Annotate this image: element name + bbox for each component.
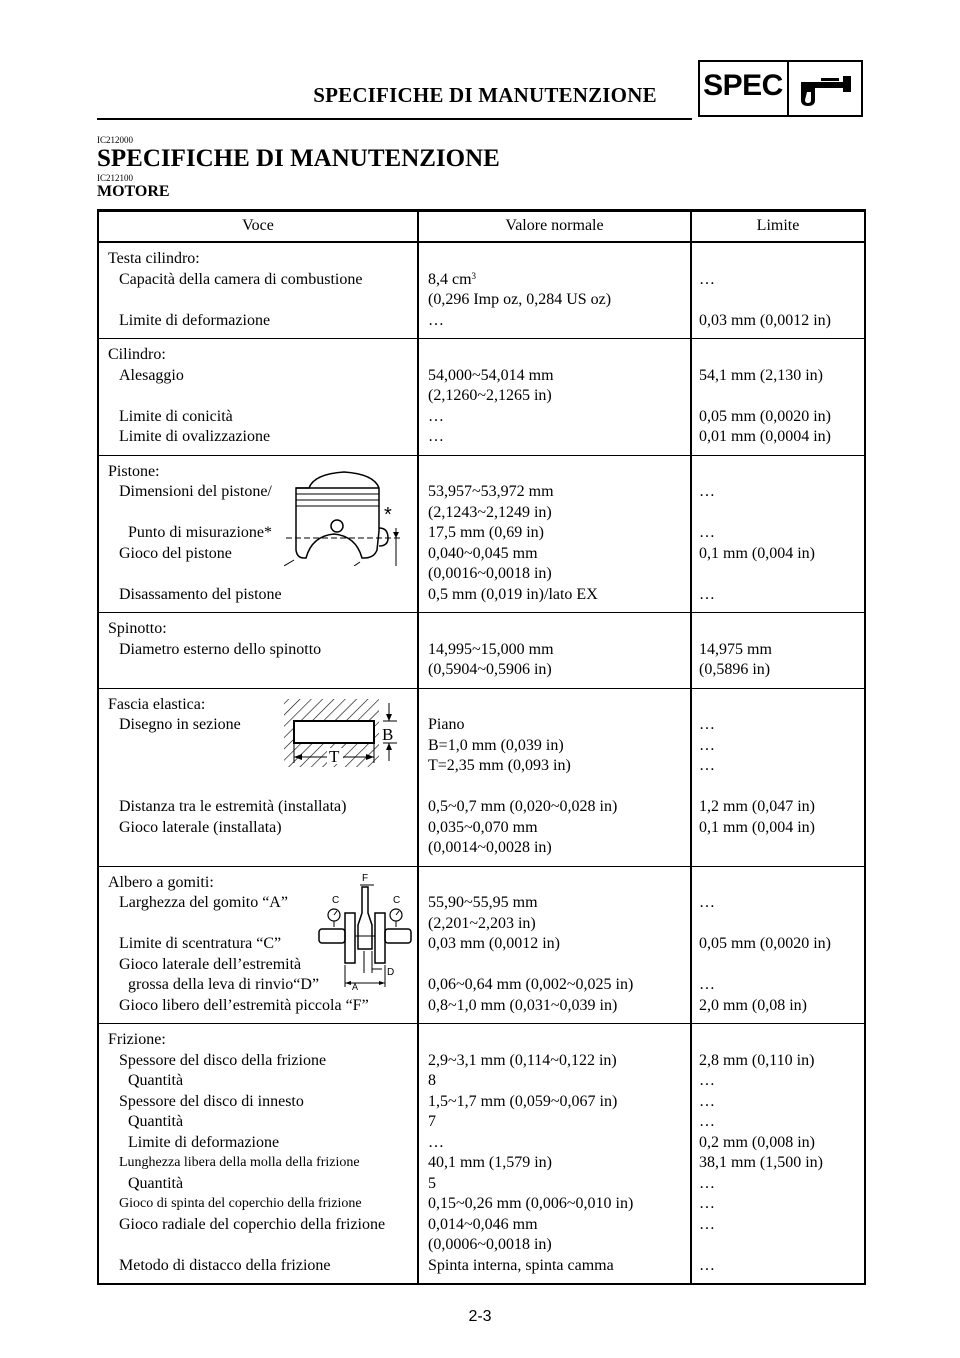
spec-item-cell — [98, 613, 418, 689]
spec-text: Larghezza del gomito “A” — [119, 894, 288, 911]
spec-text: (2,1260~2,1265 in) — [428, 387, 552, 404]
spec-text: … — [699, 1215, 715, 1233]
spec-text: Gioco di spinta del coperchio della frizione — [119, 1196, 362, 1211]
spec-line — [428, 715, 690, 736]
spec-text: 0,03 mm (0,0012 in) — [428, 935, 560, 952]
spec-line — [699, 427, 864, 448]
spec-text: 5 — [428, 1174, 436, 1192]
spec-text: … — [699, 585, 715, 603]
spec-line — [699, 619, 864, 640]
spec-line — [428, 619, 690, 640]
spec-line — [108, 777, 417, 798]
spec-line — [428, 407, 690, 428]
spec-text: … — [699, 1092, 715, 1110]
spec-line — [699, 482, 864, 503]
column-header-limit: Limite — [691, 211, 865, 243]
spec-text: Alesaggio — [119, 366, 184, 384]
spec-text: Frizione: — [108, 1031, 166, 1048]
spec-line — [699, 345, 864, 366]
spec-value-cell — [418, 242, 691, 339]
spec-line — [428, 585, 690, 606]
spec-line — [108, 345, 417, 366]
spec-line — [699, 270, 864, 291]
piston-ring-section-diagram — [279, 697, 409, 777]
spec-line — [108, 1071, 417, 1092]
spec-text: (2,201~2,203 in) — [428, 914, 536, 932]
spec-badge-divider — [787, 62, 789, 115]
table-row — [98, 1024, 865, 1285]
spec-text: … — [699, 894, 715, 911]
spec-text: Gioco laterale (installata) — [119, 818, 282, 836]
spec-text: … — [699, 976, 715, 993]
spec-line — [699, 1153, 864, 1174]
spec-line — [699, 462, 864, 483]
spec-line — [699, 386, 864, 407]
table-header-row — [98, 211, 865, 243]
spec-line — [108, 1112, 417, 1133]
spec-line — [108, 1174, 417, 1195]
header-rule — [97, 118, 692, 120]
table-row — [98, 339, 865, 456]
spec-line — [428, 1256, 690, 1277]
spec-line — [428, 1215, 690, 1236]
spec-line — [428, 544, 690, 565]
spec-line — [699, 914, 864, 935]
spec-line — [699, 544, 864, 565]
spec-line — [108, 619, 417, 640]
spec-text: 7 — [428, 1113, 436, 1130]
spec-text: (0,0014~0,0028 in) — [428, 839, 552, 856]
spec-text: 0,5 mm (0,019 in)/lato EX — [428, 585, 598, 603]
spec-text: 0,8~1,0 mm (0,031~0,039 in) — [428, 996, 618, 1014]
spec-line — [428, 311, 690, 332]
spec-text: Spinotto: — [108, 620, 167, 637]
spec-line — [108, 1153, 417, 1174]
spec-text: Spessore del disco della frizione — [119, 1051, 327, 1069]
spec-text: … — [699, 483, 715, 500]
spec-item-cell — [98, 688, 418, 866]
spec-value-cell — [418, 1024, 691, 1285]
spec-line — [428, 818, 690, 839]
spec-line — [428, 797, 690, 818]
spec-line — [108, 1235, 417, 1256]
spec-text: 0,035~0,070 mm — [428, 818, 538, 836]
svg-text:A: A — [352, 981, 359, 991]
spec-text: … — [428, 311, 444, 329]
spec-text: (2,1243~2,1249 in) — [428, 503, 552, 521]
spec-line — [428, 1030, 690, 1051]
spec-text: grossa della leva di rinvio“D” — [128, 976, 320, 993]
spec-line — [108, 1051, 417, 1072]
spec-line — [428, 345, 690, 366]
engine-spec-table — [97, 209, 866, 1285]
spec-text: (0,0006~0,0018 in) — [428, 1236, 552, 1253]
spec-line — [699, 934, 864, 955]
spec-text: Cilindro: — [108, 346, 166, 363]
spec-text: 0,014~0,046 mm — [428, 1215, 538, 1233]
spec-line — [428, 1153, 690, 1174]
spec-text: 0,03 mm (0,0012 in) — [699, 311, 831, 329]
spec-line — [428, 996, 690, 1017]
spec-text: 2,0 mm (0,08 in) — [699, 996, 807, 1014]
column-header-value: Valore normale — [418, 211, 691, 243]
spec-line — [699, 975, 864, 996]
spec-text: Testa cilindro: — [108, 250, 200, 267]
spec-text: Distanza tra le estremità (installata) — [119, 798, 347, 815]
spec-text: Disassamento del pistone — [119, 585, 282, 603]
table-row — [98, 866, 865, 1024]
spec-line — [699, 1174, 864, 1195]
spec-text: 14,975 mm — [699, 640, 772, 658]
svg-text:C: C — [393, 894, 401, 906]
spec-line — [699, 640, 864, 661]
spec-line — [428, 660, 690, 681]
spec-text: 0,1 mm (0,004 in) — [699, 544, 815, 562]
spec-line — [428, 934, 690, 955]
spec-text: 17,5 mm (0,69 in) — [428, 524, 544, 541]
spec-text: … — [699, 716, 715, 733]
spec-text: B=1,0 mm (0,039 in) — [428, 736, 564, 754]
spec-item-cell — [98, 1024, 418, 1285]
spec-line — [699, 715, 864, 736]
spec-line — [428, 873, 690, 894]
spec-line — [108, 1133, 417, 1154]
spec-limit-cell — [691, 455, 865, 613]
spec-text: Limite di scentratura “C” — [119, 935, 282, 952]
spec-line — [108, 407, 417, 428]
spec-line — [108, 1194, 417, 1215]
caliper-icon — [795, 70, 855, 110]
spec-text: Diametro esterno dello spinotto — [119, 640, 322, 658]
spec-line — [428, 1071, 690, 1092]
spec-line — [108, 311, 417, 332]
spec-line — [699, 1235, 864, 1256]
spec-text: Dimensioni del pistone/ — [119, 483, 272, 500]
spec-text: (0,5896 in) — [699, 661, 771, 678]
spec-line — [699, 1071, 864, 1092]
spec-value-cell — [418, 339, 691, 456]
spec-line — [699, 818, 864, 839]
spec-line — [428, 462, 690, 483]
spec-line — [428, 1133, 690, 1154]
spec-text: 1,2 mm (0,047 in) — [699, 798, 815, 815]
spec-line — [699, 1194, 864, 1215]
spec-text: 14,995~15,000 mm — [428, 640, 554, 658]
spec-line — [428, 1194, 690, 1215]
page-header-title: SPECIFICHE DI MANUTENZIONE — [313, 83, 657, 107]
spec-line — [699, 1256, 864, 1277]
spec-line — [108, 386, 417, 407]
spec-text: (0,0016~0,0018 in) — [428, 565, 552, 582]
spec-text: 0,1 mm (0,004 in) — [699, 818, 815, 836]
spec-text: … — [699, 524, 715, 541]
spec-text: Lunghezza libera della molla della frizione — [119, 1155, 360, 1170]
spec-limit-cell — [691, 339, 865, 456]
spec-line — [699, 838, 864, 859]
spec-line — [699, 249, 864, 270]
spec-text: 0,01 mm (0,0004 in) — [699, 428, 831, 445]
spec-line — [108, 838, 417, 859]
spec-line — [108, 564, 417, 585]
spec-line — [428, 914, 690, 935]
spec-line — [428, 427, 690, 448]
spec-line — [428, 955, 690, 976]
spec-limit-cell — [691, 242, 865, 339]
spec-text: 0,05 mm (0,0020 in) — [699, 407, 831, 425]
spec-line — [699, 1215, 864, 1236]
spec-text: T=2,35 mm (0,093 in) — [428, 757, 571, 774]
spec-text: … — [699, 1072, 715, 1089]
spec-line — [428, 270, 690, 291]
table-row — [98, 688, 865, 866]
spec-text: … — [699, 736, 715, 754]
spec-line — [699, 777, 864, 798]
spec-text: 0,15~0,26 mm (0,006~0,010 in) — [428, 1195, 634, 1212]
spec-line — [428, 482, 690, 503]
spec-line — [428, 1174, 690, 1195]
spec-text: 2,8 mm (0,110 in) — [699, 1051, 815, 1069]
spec-line — [108, 1092, 417, 1113]
spec-line — [428, 249, 690, 270]
spec-text: Limite di deformazione — [119, 311, 271, 329]
spec-line — [428, 777, 690, 798]
spec-line — [699, 366, 864, 387]
spec-value-cell — [418, 688, 691, 866]
crankshaft-diagram — [314, 869, 414, 991]
spec-value-cell — [418, 866, 691, 1024]
spec-text: Spinta interna, spinta camma — [428, 1256, 614, 1274]
spec-line — [428, 695, 690, 716]
spec-text: … — [699, 1195, 715, 1212]
subsection-title: MOTORE — [97, 183, 170, 200]
spec-text: Spessore del disco di innesto — [119, 1092, 304, 1110]
spec-text: Limite di ovalizzazione — [119, 428, 271, 445]
spec-line — [699, 523, 864, 544]
spec-line — [108, 249, 417, 270]
spec-value-cell — [418, 455, 691, 613]
spec-line — [428, 523, 690, 544]
spec-limit-cell — [691, 613, 865, 689]
spec-line — [428, 1235, 690, 1256]
spec-line — [699, 1051, 864, 1072]
spec-line — [428, 1092, 690, 1113]
section-code: IC212000 — [97, 135, 133, 145]
spec-text: 0,040~0,045 mm — [428, 544, 538, 562]
spec-text: Gioco radiale del coperchio della frizione — [119, 1215, 386, 1233]
spec-text: 0,06~0,64 mm (0,002~0,025 in) — [428, 976, 634, 993]
spec-text: … — [699, 270, 715, 288]
spec-line — [108, 996, 417, 1017]
svg-text:*: * — [384, 503, 392, 526]
spec-text: (0,296 Imp oz, 0,284 US oz) — [428, 291, 612, 308]
spec-text: 53,957~53,972 mm — [428, 483, 554, 500]
spec-line — [428, 366, 690, 387]
spec-line — [428, 1051, 690, 1072]
table-row — [98, 455, 865, 613]
spec-item-cell — [98, 455, 418, 613]
spec-line — [699, 1133, 864, 1154]
spec-line — [428, 756, 690, 777]
spec-text: (0,5904~0,5906 in) — [428, 661, 552, 678]
spec-line — [108, 290, 417, 311]
subsection-code: IC212100 — [97, 173, 133, 183]
spec-text: 0,05 mm (0,0020 in) — [699, 935, 831, 952]
spec-text: … — [428, 1133, 444, 1151]
spec-line — [428, 838, 690, 859]
spec-text: Limite di conicità — [119, 407, 233, 425]
spec-line — [699, 1030, 864, 1051]
svg-text:C: C — [332, 894, 340, 906]
spec-line — [108, 1030, 417, 1051]
spec-line — [699, 797, 864, 818]
spec-line — [699, 873, 864, 894]
spec-line — [699, 955, 864, 976]
spec-line — [428, 640, 690, 661]
spec-text: Pistone: — [108, 462, 160, 480]
spec-line — [699, 736, 864, 757]
svg-text:F: F — [362, 872, 369, 884]
spec-text: Gioco libero dell’estremità piccola “F” — [119, 996, 369, 1014]
spec-limit-cell — [691, 866, 865, 1024]
spec-limit-cell — [691, 688, 865, 866]
spec-line — [428, 290, 690, 311]
spec-line — [699, 893, 864, 914]
spec-text: 55,90~55,95 mm — [428, 894, 538, 911]
spec-text: Quantità — [128, 1072, 184, 1089]
spec-line — [699, 660, 864, 681]
spec-line — [428, 386, 690, 407]
spec-text: 54,000~54,014 mm — [428, 366, 554, 384]
spec-text: Disegno in sezione — [119, 716, 241, 733]
spec-text: 0,2 mm (0,008 in) — [699, 1133, 815, 1151]
spec-line — [428, 736, 690, 757]
piston-diagram — [284, 466, 414, 566]
page-number: 2-3 — [468, 1308, 492, 1325]
superscript: 3 — [471, 270, 477, 281]
spec-limit-cell — [691, 1024, 865, 1285]
spec-text: 54,1 mm (2,130 in) — [699, 366, 823, 384]
spec-text: 40,1 mm (1,579 in) — [428, 1154, 552, 1171]
spec-text: 8,4 cm — [428, 270, 472, 288]
spec-text: Fascia elastica: — [108, 695, 206, 713]
spec-value-cell — [418, 613, 691, 689]
spec-line — [108, 660, 417, 681]
spec-text: Gioco laterale dell’estremità — [119, 955, 302, 973]
spec-item-cell — [98, 866, 418, 1024]
spec-line — [108, 797, 417, 818]
spec-line — [699, 407, 864, 428]
svg-text:D: D — [387, 966, 395, 978]
spec-text: Capacità della camera di combustione — [119, 270, 363, 288]
spec-line — [699, 290, 864, 311]
table-row — [98, 613, 865, 689]
spec-line — [108, 818, 417, 839]
spec-text: Albero a gomiti: — [108, 873, 214, 891]
spec-line — [428, 893, 690, 914]
spec-text: … — [699, 1174, 715, 1192]
spec-text: 8 — [428, 1072, 436, 1089]
spec-text: 38,1 mm (1,500 in) — [699, 1154, 823, 1171]
spec-line — [699, 756, 864, 777]
spec-line — [428, 1112, 690, 1133]
spec-text: … — [699, 1113, 715, 1130]
spec-text: … — [428, 428, 444, 445]
column-header-item: Voce — [98, 211, 418, 243]
spec-line — [108, 366, 417, 387]
spec-line — [699, 996, 864, 1017]
spec-line — [108, 427, 417, 448]
svg-text:B: B — [382, 724, 394, 744]
spec-text: … — [428, 407, 444, 425]
spec-line — [108, 1215, 417, 1236]
spec-text: Piano — [428, 716, 465, 733]
table-row — [98, 242, 865, 339]
spec-line — [699, 564, 864, 585]
spec-line — [699, 695, 864, 716]
spec-badge-label: SPEC — [703, 69, 783, 102]
spec-line — [428, 503, 690, 524]
spec-line — [108, 1256, 417, 1277]
spec-line — [108, 585, 417, 606]
spec-line — [108, 270, 417, 291]
spec-text: … — [699, 1256, 715, 1274]
spec-text: Gioco del pistone — [119, 544, 232, 562]
spec-text: Metodo di distacco della frizione — [119, 1256, 331, 1274]
section-title: SPECIFICHE DI MANUTENZIONE — [97, 145, 500, 172]
spec-text: … — [699, 757, 715, 774]
spec-item-cell — [98, 242, 418, 339]
spec-line — [699, 503, 864, 524]
spec-text: 0,5~0,7 mm (0,020~0,028 in) — [428, 798, 618, 815]
spec-line — [699, 585, 864, 606]
spec-text: 2,9~3,1 mm (0,114~0,122 in) — [428, 1051, 617, 1069]
spec-line — [699, 1112, 864, 1133]
spec-line — [428, 975, 690, 996]
spec-item-cell — [98, 339, 418, 456]
spec-text: Quantità — [128, 1113, 184, 1130]
spec-text: 1,5~1,7 mm (0,059~0,067 in) — [428, 1092, 618, 1110]
spec-line — [699, 311, 864, 332]
spec-text: Limite di deformazione — [128, 1133, 280, 1151]
spec-text: Quantità — [128, 1174, 184, 1192]
spec-text: Punto di misurazione* — [128, 524, 272, 541]
spec-line — [699, 1092, 864, 1113]
spec-line — [108, 640, 417, 661]
svg-text:T: T — [329, 746, 340, 766]
spec-line — [428, 564, 690, 585]
